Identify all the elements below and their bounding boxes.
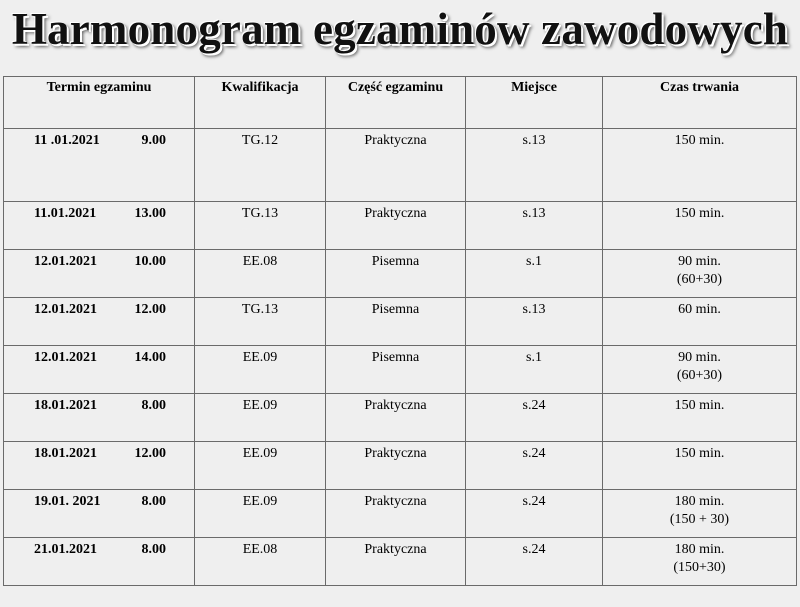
duration-value: 180 min.: [674, 494, 725, 509]
duration-note: (60+30): [676, 368, 723, 383]
cell-qualification: TG.13: [195, 202, 326, 250]
duration-value: 150 min.: [674, 446, 725, 461]
cell-place: s.13: [466, 129, 603, 202]
cell-qualification: EE.09: [195, 346, 326, 394]
table-row: [4, 538, 797, 586]
cell-term: [4, 490, 195, 538]
cell-term: [4, 394, 195, 442]
cell-term: [4, 298, 195, 346]
cell-part: Praktyczna: [326, 490, 466, 538]
cell-place: s.1: [466, 346, 603, 394]
duration-value: 60 min.: [678, 302, 721, 317]
duration-value: 90 min.: [678, 254, 721, 269]
table-row: [4, 394, 797, 442]
cell-place: s.1: [466, 250, 603, 298]
exam-date: 11.01.2021: [34, 206, 97, 221]
duration-value: 90 min.: [678, 350, 721, 365]
exam-date: 18.01.2021: [34, 446, 97, 461]
page-title: Harmonogram egzaminów zawodowych: [11, 4, 789, 54]
cell-qualification: EE.09: [195, 394, 326, 442]
cell-duration: [603, 298, 797, 346]
exam-date: 12.01.2021: [34, 254, 97, 269]
exam-date: 12.01.2021: [34, 302, 97, 317]
exam-hour: 12.00: [134, 302, 166, 317]
exam-hour: 9.00: [141, 133, 166, 148]
exam-date: 18.01.2021: [34, 398, 97, 413]
duration-value: 150 min.: [674, 206, 725, 221]
cell-qualification: EE.09: [195, 490, 326, 538]
cell-duration: [603, 129, 797, 202]
exam-date: 19.01. 2021: [34, 494, 101, 509]
duration-note: (150+30): [673, 560, 726, 575]
header-place: Miejsce: [466, 77, 603, 129]
table-row: [4, 346, 797, 394]
exam-hour: 8.00: [141, 494, 166, 509]
cell-term: [4, 250, 195, 298]
cell-term: [4, 346, 195, 394]
cell-part: Pisemna: [326, 346, 466, 394]
cell-term: [4, 129, 195, 202]
cell-place: s.13: [466, 298, 603, 346]
exam-date: 11 .01.2021: [34, 133, 100, 148]
duration-value: 150 min.: [674, 133, 725, 148]
exam-hour: 8.00: [141, 398, 166, 413]
cell-duration: [603, 250, 797, 298]
cell-duration: [603, 346, 797, 394]
duration-note: (60+30): [676, 272, 723, 287]
cell-duration: [603, 394, 797, 442]
exam-date: 21.01.2021: [34, 542, 97, 557]
cell-term: [4, 202, 195, 250]
cell-qualification: TG.12: [195, 129, 326, 202]
cell-place: s.13: [466, 202, 603, 250]
cell-place: s.24: [466, 442, 603, 490]
cell-duration: [603, 442, 797, 490]
exam-hour: 12.00: [134, 446, 166, 461]
table-row: [4, 129, 797, 202]
cell-part: Pisemna: [326, 250, 466, 298]
cell-qualification: EE.08: [195, 250, 326, 298]
cell-place: s.24: [466, 394, 603, 442]
cell-qualification: EE.08: [195, 538, 326, 586]
table-header-row: [4, 77, 797, 129]
header-term: Termin egzaminu: [4, 77, 195, 129]
cell-term: [4, 538, 195, 586]
cell-qualification: EE.09: [195, 442, 326, 490]
header-part: Część egzaminu: [326, 77, 466, 129]
cell-part: Praktyczna: [326, 394, 466, 442]
cell-place: s.24: [466, 538, 603, 586]
cell-duration: [603, 538, 797, 586]
header-qualification: Kwalifikacja: [195, 77, 326, 129]
cell-qualification: TG.13: [195, 298, 326, 346]
cell-duration: [603, 490, 797, 538]
duration-value: 150 min.: [674, 398, 725, 413]
table-row: [4, 490, 797, 538]
table-row: [4, 250, 797, 298]
cell-part: Praktyczna: [326, 202, 466, 250]
cell-part: Pisemna: [326, 298, 466, 346]
exam-hour: 13.00: [134, 206, 166, 221]
table-row: [4, 298, 797, 346]
exam-hour: 8.00: [141, 542, 166, 557]
cell-duration: [603, 202, 797, 250]
exam-date: 12.01.2021: [34, 350, 97, 365]
cell-part: Praktyczna: [326, 538, 466, 586]
exam-hour: 14.00: [134, 350, 166, 365]
cell-part: Praktyczna: [326, 442, 466, 490]
duration-value: 180 min.: [674, 542, 725, 557]
duration-note: (150 + 30): [669, 512, 730, 527]
cell-place: s.24: [466, 490, 603, 538]
cell-part: Praktyczna: [326, 129, 466, 202]
table-row: [4, 202, 797, 250]
header-duration: Czas trwania: [603, 77, 797, 129]
exam-schedule-table: [3, 76, 797, 586]
cell-term: [4, 442, 195, 490]
exam-hour: 10.00: [134, 254, 166, 269]
table-row: [4, 442, 797, 490]
